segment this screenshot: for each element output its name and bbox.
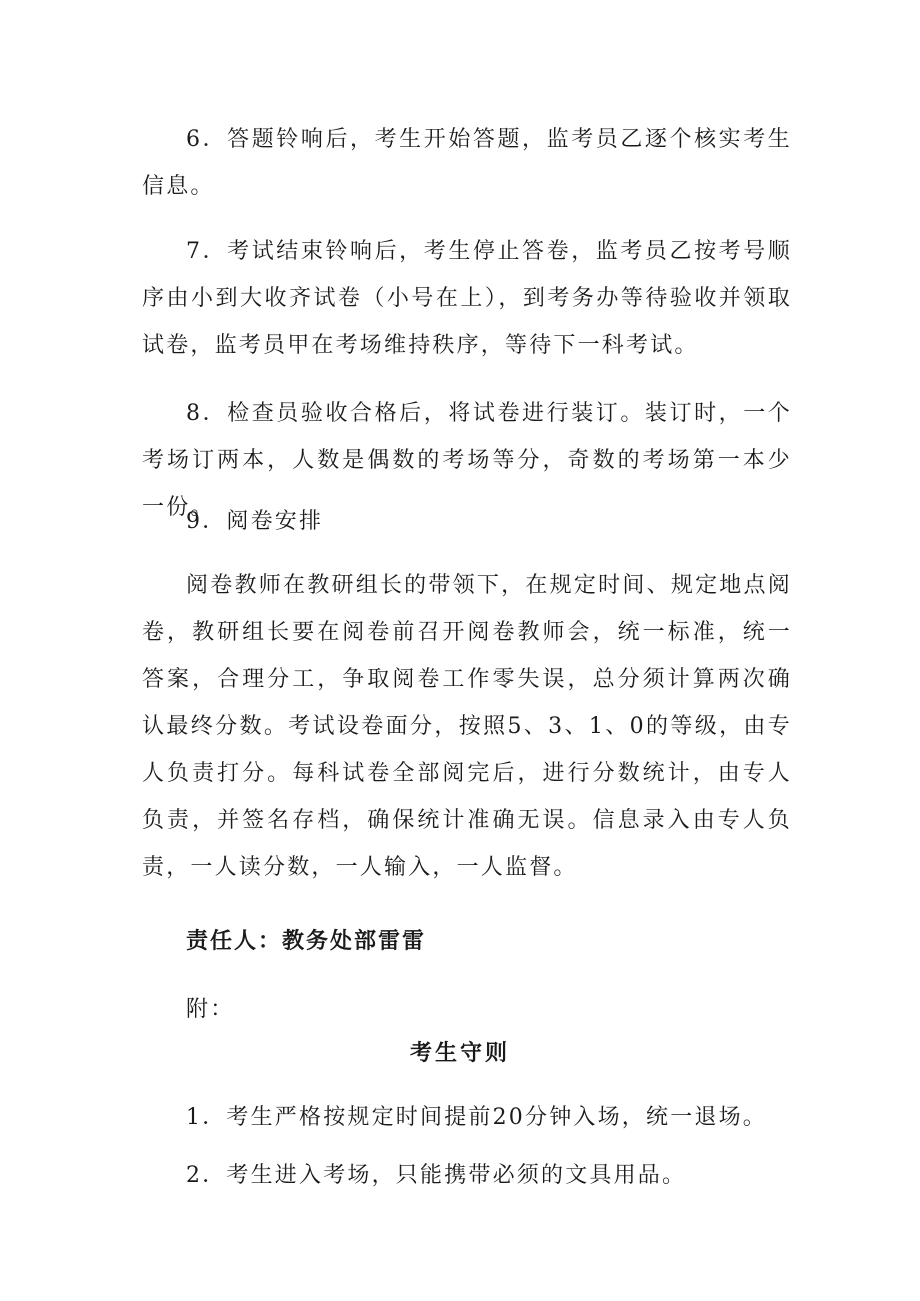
rule-1: 1．考生严格按规定时间提前20分钟入场，统一退场。 <box>186 1105 767 1130</box>
responsible-person: 责任人：教务处部雷雷 <box>186 928 427 954</box>
rule-2: 2．考生进入考场，只能携带必须的文具用品。 <box>186 1163 687 1188</box>
paragraph-item-6: 6．答题铃响后，考生开始答题，监考员乙逐个核实考生信息。 <box>142 127 792 199</box>
paragraph-item-7: 7．考试结束铃响后，考生停止答卷，监考员乙按考号顺序由小到大收齐试卷（小号在上），到考务办等待验收并领取试卷，监考员甲在考场维持秩序，等待下一科考试。 <box>142 239 792 358</box>
item-9-title: 9．阅卷安排 <box>186 509 324 534</box>
appendix-label: 附： <box>186 997 235 1022</box>
rules-title: 考生守则 <box>409 1040 510 1066</box>
paragraph-item-9-body: 阅卷教师在教研组长的带领下，在规定时间、规定地点阅卷，教研组长要在阅卷前召开阅卷教师会，统一标准，统一答案，合理分工，争取阅卷工作零失误，总分须计算两次确认最终分数。考试设卷面分，按照5、3、1、0的等级，由专人负责打分。每科试卷全部阅完后，进行分数统计，由专人负责，并签名存档，确保统计准确无误。信息录入由专人负责，一人读分数，一人输入，一人监督。 <box>142 573 792 880</box>
paragraph-item-8: 8．检查员验收合格后，将试卷进行装订。装订时，一个考场订两本，人数是偶数的考场等分，奇数的考场第一本少一份。 <box>142 401 792 520</box>
